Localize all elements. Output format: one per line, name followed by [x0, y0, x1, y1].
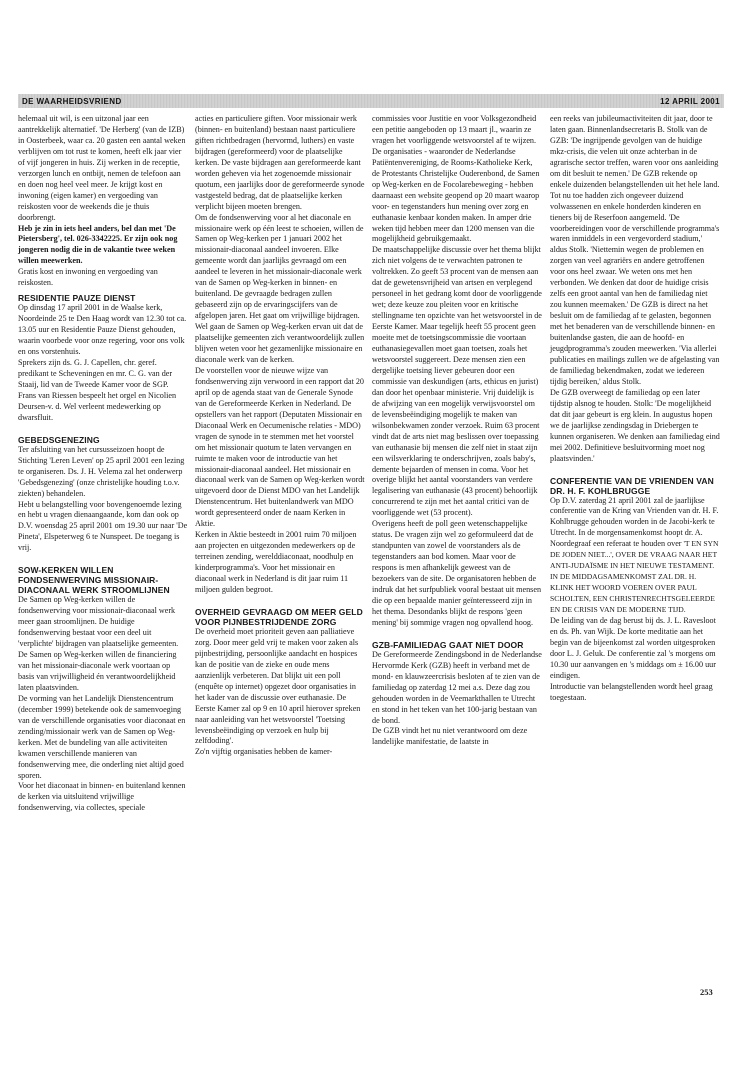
- paragraph: acties en particuliere giften. Voor missionair werk (binnen- en buitenland) bestaan naast particuliere giften richtbedragen (hervormd, luthers) en vaste bijdragen (gereformeerd) voor de plaatselijke kerken. De vaste bijdragen aan gereformeerde kant worden geheven via het zogenoemde missionair quotum, een jaarlijks door de gereformeerde synode vastgesteld bedrag, dat de plaatselijke kerken verplicht bijeen moeten brengen.: [195, 114, 365, 211]
- paragraph: Zo'n vijftig organisaties hebben de kamer-: [195, 747, 333, 757]
- paragraph: commissies voor Justitie en voor Volksgezondheid een petitie aangeboden op 13 maart jl., waarin ze vragen het voorliggende wetsvoorstel af te wijzen. De organisaties - waaronder de Nederlandse Patiëntenvereniging, de Rooms-Katholieke Kerk, de Protestants Christelijke Ouderenbond, de Samen op Weg-kerken en de Focolarebeweging - hebben daarnaast een website geopend op 20 maart waarop voor- en tegenstanders hun mening over zorg en euthanasie kenbaar konden maken. In amper drie weken tijd hebben meer dan 1200 mensen van die mogelijkheid gebruikgemaakt.: [372, 114, 540, 244]
- issue-date: 12 APRIL 2001: [660, 96, 720, 106]
- paragraph: Om de fondsenwerving voor al het diaconale en missionaire werk op één leest te schoeien, willen de Samen op Weg-kerken per 1 januari 2002 het missionair-diaconaal aandeel invoeren. Elke gemeente wordt dan jaarlijks gevraagd om een aandeel te leveren in het missionair-diaconale werk van de Samen op Weg-kerken in binnen- en buitenland. De gevraagde bedragen zullen gebaseerd zijn op de ervaringscijfers van de afgelopen jaren. Het gaat om vrijwillige bijdragen. Wel gaan de Samen op Weg-kerken ervan uit dat de plaatselijke gemeenten zich verantwoordelijk zullen blijven weten voor het gezamenlijke missionaire en diaconale werk van de kerken.: [195, 212, 365, 364]
- paragraph: De Gereformeerde Zendingsbond in de Nederlandse Hervormde Kerk (GZB) heeft in verband met de mond- en klauwzeercrisis besloten af te zien van de familiedag op zaterdag 12 mei a.s. Deze dag zou gehouden worden in de Veemarkthallen te Utrecht en stond in het teken van het 100-jarig bestaan van de bond.: [372, 649, 542, 725]
- paragraph: De voorstellen voor de nieuwe wijze van fondsenwerving zijn verwoord in een rapport dat 20 april op de agenda staat van de Generale Synode van de Gereformeerde Kerken in Nederland. De opstellers van het rapport (Deputaten Missionair en Diaconaal Werk en Oecumenische relaties - MDO) vragen de synode in te stemmen met het voorstel om het missionair quotum te laten vervangen en ruimte te maken voor de introductie van het missionair-diaconaal aandeel. Het missionair en diaconaal werk van de Samen op Weg-kerken wordt uitgevoerd door de Dienst MDO van het Landelijk Dienstencentrum. Het buitenlandwerk van MDO wordt gepresenteerd onder de naam Kerken in Aktie.: [195, 365, 365, 529]
- paragraph: Op dinsdag 17 april 2001 in de Waalse kerk, Noordeinde 25 te Den Haag wordt van 12.30 tot ca. 13.05 uur en Residentie Pauze Dienst gehouden, waarin voorbede voor onze regering, voor ons volk en ons vorstenhuis.: [18, 303, 187, 357]
- heading-residentie-pauze-dienst: RESIDENTIE PAUZE DIENST: [18, 293, 136, 304]
- page-number: 253: [700, 987, 713, 997]
- column-1: [18, 114, 188, 814]
- column-4: [550, 114, 720, 704]
- heading-conferentie-kohlbrugge: CONFERENTIE VAN DE VRIENDEN VAN DR. H. F. KOHLBRUGGE: [550, 475, 714, 496]
- paragraph: Overigens heeft de poll geen wetenschappelijke status. De vragen zijn wel zo geformuleerd dat de standpunten van zowel de voorstanders als de tegenstanders aan bod komen. Maar voor de respons is men afhankelijk geweest van de bezoekers van de site. De organisatoren hebben de indruk dat het surfpubliek vooral bestaat uit mensen die op een bepaalde manier geïnteresseerd zijn in het thema. Desondanks blijkt de respons 'geen mening' bij sommige vragen nog opvallend hoog.: [372, 519, 542, 627]
- paragraph: Ter afsluiting van het cursusseizoen hoopt de Stichting 'Leren Leven' op 25 april 2001 een lezing te organiseren. Ds. J. H. Velema zal het onderwerp 'Gebedsgenezing' (onze christelijke houding t.o.v. ziekten) behandelen.: [18, 444, 185, 498]
- contact-paragraph: Heb je zin in iets heel anders, bel dan met 'De Pietersberg', tel. 026-3342225. Er zijn ook nog jongeren nodig die in de vakantie twee weken willen meewerken.: [18, 223, 178, 266]
- paragraph: De GZB overweegt de familiedag op een later tijdstip alsnog te houden. Stolk: 'De mogelijkheid dat dit jaar gebeurt is erg klein. In augustus hopen we de jaarlijkse zendingsdag in Driebergen te kunnen organiseren. We denken aan familiedag eind mei 2002. Definitieve besluitvorming moet nog plaatsvinden.': [550, 387, 720, 463]
- heading-overheid-pijnbestrijding: OVERHEID GEVRAAGD OM MEER GELD VOOR PIJNBESTRIJDENDE ZORG: [195, 606, 363, 627]
- paragraph: Gratis kost en inwoning en vergoeding van reiskosten.: [18, 267, 158, 288]
- running-header: [18, 94, 724, 108]
- paragraph: [550, 496, 720, 616]
- paragraph: De overheid moet prioriteit geven aan palliatieve zorg. Door meer geld vrij te maken voor zaken als pijnbestrijding, persoonlijke aandacht en hospices kan de positie van de zieke en oude mens aanzienlijk verbeteren. Dat blijkt uit een poll (enquête op internet) opgezet door organisaties in het kader van de discussie over euthanasie. De Eerste Kamer zal op 9 en 10 april hierover spreken naar aanleiding van het wetsvoorstel 'Toetsing levensbeëindiging op verzoek en hulp bij zelfdoding'.: [195, 626, 361, 746]
- paragraph: Sprekers zijn ds. G. J. Capellen, chr. geref. predikant te Scheveningen en mr. C. G. van der Staaij, lid van de Tweede Kamer voor de SGP. Frans van Riessen bespeelt het orgel en Nicolien Deursen-v. d. Wel verleent medewerking op dwarsfluit.: [18, 358, 177, 422]
- paragraph: De vorming van het Landelijk Dienstencentrum (december 1999) betekende ook de samenvoeging van de verschillende organisaties voor diaconaat en zending/missionair werk van de Samen op Weg-kerken. Met de bundeling van alle activiteiten kwamen verschillende manieren van fondsenwerving mee, die onderling niet altijd goed sporen.: [18, 693, 186, 780]
- paragraph: De GZB vindt het nu niet verantwoord om deze landelijke manifestatie, de laatste in: [372, 726, 528, 747]
- paragraph: Hebt u belangstelling voor bovengenoemde lezing en hebt u vragen dienaangaande, kom dan ook op D.V. woensdag 25 april 2001 om 19.30 uur naar 'De Pineta', Elspeterweg 6 te Nunspeet. De toegang is vrij.: [18, 499, 188, 553]
- publication-name: DE WAARHEIDSVRIEND: [22, 96, 122, 106]
- paragraph-text: Op D.V. zaterdag 21 april 2001 zal de jaarlijkse conferentie van de Kring van Vrienden van dr. H. F. Kohlbrugge gehouden worden in de Jacobi-kerk te Utrecht. In de morgensamenkomst hoopt dr. A. Noordegraaf een referaat te houden over: [550, 495, 719, 549]
- column-3: [372, 114, 542, 748]
- paragraph: Kerken in Aktie besteedt in 2001 ruim 70 miljoen aan projecten en uitgezonden medewerkers op de terreinen zending, werelddiaconaat, noodhulp en kinderprogramma's. Voor het missionair en diaconaal werk in Nederland is dit jaar ruim 11 miljoen gulden begroot.: [195, 530, 357, 594]
- heading-gzb-familiedag: GZB-FAMILIEDAG GAAT NIET DOOR: [372, 639, 524, 650]
- paragraph: De leiding van de dag berust bij ds. J. L. Ravesloot en ds. Ph. van Wijk. De korte meditatie aan het begin van de bijeenkomst zal worden uitgesproken door L. J. Geluk. De conferentie zal 's morgens om 10.30 uur aanvangen en 's middags om ± 16.00 uur eindigen.: [550, 615, 716, 680]
- lecture-titles: 'T EN SYN DE JODEN NIET...', OVER DE VRAAG NAAR HET ANTI-JUDAÏSME IN HET NIEUWE TESTAMENT. IN DE MIDDAGSAMENKOMST ZAL DR. H. KLINK HET WOORD VOEREN OVER PAUL SCHOLTEN, EEN CHRISTENRECHTSGELEERDE EN DE CRISIS VAN DE MODERNE TIJD.: [550, 539, 719, 615]
- paragraph: De maatschappelijke discussie over het thema blijkt zich niet volgens de te verwachten patronen te voltrekken. Zo geeft 53 procent van de mensen aan dat de gewetensvrijheid van artsen en verplegend personeel in het gedrang komt door de voorliggende wet; deze keuze zou pleiten voor en kritische stellingname ten opzichte van het wetsvoorstel in de Eerste Kamer. Maar tegelijk heeft 55 procent geen moeite met de toetsingscommissie die voortaan euthanasiegevallen moet gaan toetsen, zoals het wetsvoorstel suggereert. Deze mensen zien een dergelijke toetsing liever gebeuren door een commissie van deskundigen (arts, ethicus en jurist) dan door het openbaar ministerie. Vrij duidelijk is de afwijzing van een mogelijk verwijsvoorstel om de levensbeëindiging mogelijk te maken van wilsonbekwamen zonder verzoek. Ruim 63 procent vindt dat de arts niet mag beslissen over toepassing van euthanasie bij mensen die zelf niet in staat zijn een wilsverklaring te onderschrijven, zoals baby's, demente bejaarden of mensen in coma. Voor het overige blijkt het aantal voorstanders van verdere legalisering van euthanasie (43 procent) behoorlijk concurrerend te zijn met het aantal critici van de voorliggende wet (53 procent).: [372, 245, 542, 518]
- intro-paragraph: helemaal uit wil, is een uitzonal jaar een aantrekkelijk alternatief. 'De Herberg' (van de IZB) in Oosterbeek, waar ca. 20 gasten een aantal weken verblijven om tot rust te komen, heeft elk jaar vier of vijf jongeren in huis. Zij werken in de receptie, verzorgen lunch en ontbijt, nemen de telefoon aan en doen nog heel veel meer. Je krijgt kost en inwoning (eigen kamer) en vergoeding van reiskosten voor de weekends die je thuis doorbrengt.: [18, 114, 186, 222]
- heading-sow-kerken: SOW-KERKEN WILLEN FONDSENWERVING MISSIONAIR-DIACONAAL WERK STROOMLIJNEN: [18, 565, 170, 596]
- paragraph: De Samen op Weg-kerken willen de fondsenwerving voor missionair-diaconaal werk meer gaan stroomlijnen. De huidige fondsenwerving bestaat voor een deel uit 'verplichte' bijdragen van plaatselijke gemeenten. De Samen op Weg-kerken willen de financiering van het missionair-diaconale werk voortaan op basis van vrijwilligheid én verantwoordelijkheid laten plaatsvinden.: [18, 595, 179, 692]
- column-2: [195, 114, 365, 758]
- paragraph: Voor het diaconaat in binnen- en buitenland kennen de kerken via uitsluitend vrijwillige fondsenwerving, via collectes, speciale: [18, 781, 186, 813]
- heading-gebedsgenezing: GEBEDSGENEZING: [18, 434, 100, 445]
- paragraph: Introductie van belangstellenden wordt heel graag toegestaan.: [550, 681, 713, 702]
- paragraph: een reeks van jubileumactiviteiten dit jaar, door te laten gaan. Binnenlandsecretaris B. Stolk van de GZB: 'De ingrijpende gevolgen van de huidige mkz-crisis, die velen uit onze achterban in de agrarische sector treffen, waren voor ons aanleiding om dit besluit te nemen.' De GZB rekende op enkele duizenden belangstellenden uit het hele land. Tot nu toe hadden zich ongeveer duizend volwassenen en enkele honderden kinderen en tieners bij de Reserfoon aangemeld. 'De voorbereidingen voor de verschillende programma's waren inmiddels in een vergevorderd stadium,' aldus Stolk. 'Niettemin wegen de problemen en zorgen van veel agrariërs en andere getroffenen voor ons heel zwaar. We weten ons met hen verbonden. We denken dat door de huidige crisis zelfs een groot aantal van hen de familiedag niet zou kunnen meemaken.' De GZB is direct na het besluit om de familiedag af te gelasten, begonnen met het benaderen van de verschillende binnen- en buitenlandse gasten, die aan de hoofd- en jeugdprogramma's zouden meewerken. 'Via allerlei publicaties en mailings zullen we de afgelasting van de familiedag bekendmaken, zodat we iedereen tijdig bereiken,' aldus Stolk.: [550, 114, 720, 386]
